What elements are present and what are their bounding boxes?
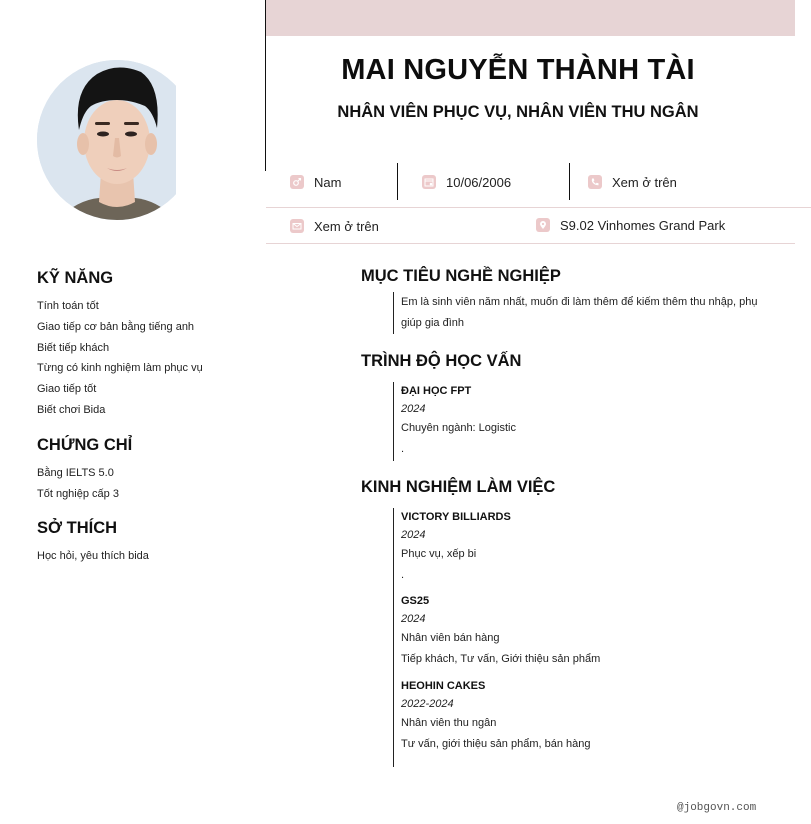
objective-text: Em là sinh viên năm nhất, muốn đi làm thêm để kiếm thêm thu nhập, phụ giúp gia đình: [401, 296, 758, 329]
experience-desc: Tư vấn, giới thiệu sản phẩm, bán hàng: [401, 738, 591, 750]
school-name: ĐẠI HỌC FPT: [401, 385, 472, 397]
contact-row-primary: [266, 163, 811, 200]
avatar-photo-icon: [37, 60, 176, 220]
contact-separator: [397, 163, 398, 200]
education-time: 2024: [401, 403, 426, 415]
contact-address: [536, 216, 725, 234]
hobbies-list: [37, 546, 149, 567]
header-banner: [266, 0, 795, 36]
contact-divider: [266, 243, 795, 244]
company-name: GS25: [401, 595, 430, 607]
experience-time: 2024: [401, 613, 426, 625]
experience-time: 2024: [401, 529, 426, 541]
address-value: S9.02 Vinhomes Grand Park: [560, 217, 726, 233]
education-entry: [401, 382, 516, 460]
gender-icon: [290, 175, 304, 189]
watermark: @jobgovn.com: [677, 802, 757, 814]
email-icon: [290, 219, 304, 233]
education-major: Chuyên ngành: Logistic: [401, 422, 516, 434]
experience-role: Nhân viên thu ngân: [401, 717, 497, 729]
skill-item: Biết tiếp khách: [37, 341, 110, 354]
phone-icon: [588, 175, 602, 189]
calendar-icon: [422, 175, 436, 189]
skill-item: Từng có kinh nghiệm làm phục vụ: [37, 362, 203, 375]
skills-title: KỸ NĂNG: [37, 269, 114, 287]
phone-value: Xem ở trên: [612, 174, 677, 190]
certificate-item: Bằng IELTS 5.0: [37, 467, 114, 479]
experience-time: 2022-2024: [401, 698, 454, 710]
experience-entry: [401, 592, 600, 670]
experience-role: Phục vụ, xếp bi: [401, 548, 477, 560]
experience-title: KINH NGHIỆM LÀM VIỆC: [361, 478, 556, 496]
contact-separator: [569, 163, 570, 200]
experience-entry: [401, 677, 600, 755]
objective-body: [393, 292, 771, 334]
contact-phone: [588, 173, 677, 191]
avatar: [37, 60, 176, 220]
education-body: [393, 382, 516, 461]
avatar-container: [37, 60, 176, 220]
candidate-position: NHÂN VIÊN PHỤC VỤ, NHÂN VIÊN THU NGÂN: [337, 103, 699, 121]
experience-desc: .: [401, 569, 405, 581]
gender-value: Nam: [314, 174, 342, 190]
skill-item: Giao tiếp cơ bản bằng tiếng anh: [37, 320, 195, 333]
hobbies-title: SỞ THÍCH: [37, 519, 118, 537]
skill-item: Biết chơi Bida: [37, 403, 106, 416]
company-name: HEOHIN CAKES: [401, 680, 486, 692]
location-icon: [536, 218, 550, 232]
certificates-list: [37, 463, 119, 505]
email-value: Xem ở trên: [314, 218, 379, 234]
contact-email: [290, 217, 379, 235]
certificate-item: Tốt nghiệp cấp 3: [37, 487, 119, 500]
education-note: .: [401, 443, 405, 455]
education-title: TRÌNH ĐỘ HỌC VẤN: [361, 352, 522, 370]
objective-title: MỤC TIÊU NGHỀ NGHIỆP: [361, 267, 561, 285]
contact-row-secondary: [266, 208, 795, 243]
experience-desc: Tiếp khách, Tư vấn, Giới thiệu sản phẩm: [401, 653, 601, 665]
company-name: VICTORY BILLIARDS: [401, 511, 511, 523]
skill-item: Giao tiếp tốt: [37, 383, 97, 396]
birthday-value: 10/06/2006: [446, 174, 512, 190]
skill-item: Tính toán tốt: [37, 300, 99, 312]
certificates-title: CHỨNG CHỈ: [37, 436, 133, 454]
experience-entry: [401, 508, 600, 586]
hobby-item: Học hỏi, yêu thích bida: [37, 550, 149, 562]
contact-gender: [290, 173, 341, 191]
contact-birthday: [422, 173, 511, 191]
candidate-name: MAI NGUYỄN THÀNH TÀI: [341, 54, 695, 86]
skills-list: [37, 296, 203, 421]
experience-body: [393, 508, 600, 767]
experience-role: Nhân viên bán hàng: [401, 632, 500, 644]
